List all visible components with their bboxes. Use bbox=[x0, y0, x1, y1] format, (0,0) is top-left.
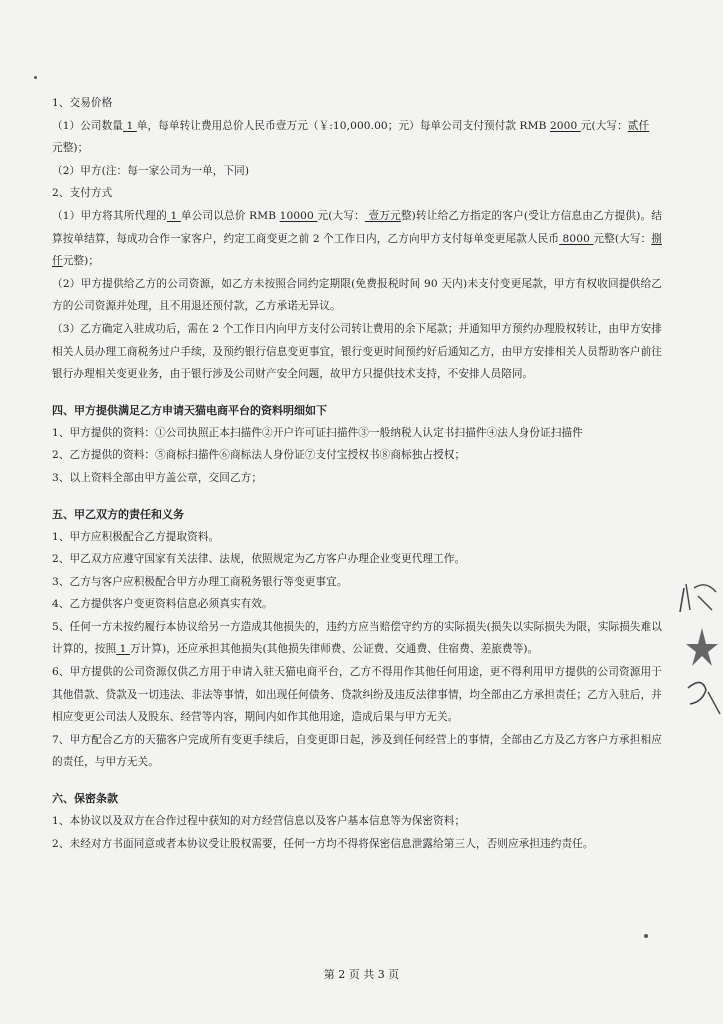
section-gap bbox=[52, 386, 662, 400]
paragraph: （2）甲方(注：每一家公司为一单，下同) bbox=[52, 164, 250, 177]
text-run: 元(大写： bbox=[580, 119, 628, 132]
scan-speck bbox=[644, 934, 648, 938]
paragraph bbox=[52, 616, 662, 661]
paragraph bbox=[52, 205, 662, 273]
paragraph: 4、乙方提供客户变更资料信息必须真实有效。 bbox=[52, 598, 273, 611]
page-number: 第 2 页 共 3 页 bbox=[323, 968, 400, 981]
paragraph: 2、未经对方书面同意或者本协议受让股权需要，任何一方均不得将保密信息泄露给第三人，否则应承担违约责任。 bbox=[52, 837, 594, 850]
paragraph: 6、甲方提供的公司资源仅供乙方用于申请入驻天猫电商平台，乙方不得用作其他任何用途，更不得利用甲方提供的公司资源用于其他借款、贷款及一切违法、非法等事情，如出现任何债务、贷款纠纷及违反法律事情，均全部由乙方承担责任；乙方入驻后，并相应变更公司法人及股东、经营等内容，期间内如作其他用途，造成后果与甲方无关。 bbox=[52, 666, 662, 724]
text-run: （1）公司数量 bbox=[52, 119, 124, 132]
filled-blank: 1 bbox=[123, 119, 137, 132]
text-run: 单公司以总价 RMB bbox=[180, 209, 280, 222]
paragraph: 1、本协议以及双方在合作过程中获知的对方经营信息以及客户基本信息等为保密资料； bbox=[52, 815, 466, 828]
section-gap bbox=[52, 490, 662, 504]
paragraph: 7、甲方配合乙方的天猫客户完成所有变更手续后，自变更即日起，涉及到任何经营上的事情，全部由乙方及乙方客户方承担相应的责任，与甲方无关。 bbox=[52, 733, 662, 769]
paragraph: 元整)； bbox=[52, 142, 89, 155]
paragraph: 2、支付方式 bbox=[52, 187, 113, 200]
scan-speck bbox=[34, 76, 37, 79]
text-run: 5、任何一方未按约履行本协议给另一方造成其他损失的，违约方应当赔偿守约方的实际损失(损失以实际损失为限，实际损失难以计算的，按照 bbox=[52, 620, 662, 656]
paragraph: 1、甲方应积极配合乙方提取资料。 bbox=[52, 530, 220, 543]
filled-blank: 壹万元 bbox=[364, 209, 401, 222]
paragraph: 2、乙方提供的资料：⑤商标扫描件⑥商标法人身份证⑦支付宝授权书⑧商标独占授权； bbox=[52, 449, 466, 462]
paragraph: （2）甲方提供给乙方的公司资源，如乙方未按照合同约定期限(免费报税时间 90 天内)未支付变更尾款，甲方有权收回提供给乙方的公司资源并处理，且不用退还预付款，乙方承诺无异议。 bbox=[52, 277, 662, 313]
text-run: （1）甲方将其所代理的 bbox=[52, 209, 167, 222]
text-run: 万计算)，还应承担其他损失(其他损失律师费、公证费、交通费、住宿费、差旅费等)。 bbox=[129, 643, 539, 656]
paragraph: （3）乙方确定入驻成功后，需在 2 个工作日内向甲方支付公司转让费用的余下尾款；并通知甲方预约办理股权转让，由甲方安排相关人员办理工商税务过户手续，及预约银行信息变更事宜，银行变更时间预约好后通知乙方，由甲方安排相关人员帮助客户前往银行办理相关变更业务，由于银行涉及公司财产安全问题，故甲方只提供技术支持，不安排人员陪同。 bbox=[52, 322, 662, 381]
document-body bbox=[52, 92, 662, 855]
paragraph: 3、以上资料全部由甲方盖公章，交回乙方； bbox=[52, 471, 263, 484]
section-gap bbox=[52, 774, 662, 788]
text-run: 整)转让给乙方指定的客户(受让方信息由乙方提供)。结算按单结算，每成功合作一家客户，约定工商变更之前 2 个工作日内，乙方向甲方支付每单变更尾款人民币 bbox=[52, 209, 663, 245]
filled-blank: 8000 bbox=[559, 232, 594, 245]
filled-blank: 10000 bbox=[279, 209, 318, 222]
filled-blank: 贰仟 bbox=[627, 119, 650, 132]
text-run: 元整(大写： bbox=[593, 232, 652, 245]
section-heading: 四、甲方提供满足乙方申请天猫电商平台的资料明细如下 bbox=[52, 403, 327, 417]
text-run: 元(大写： bbox=[317, 209, 365, 222]
text-run: 元整)； bbox=[62, 255, 100, 268]
paragraph: 1、甲方提供的资料：①公司执照正本扫描件②开户许可证扫描件③一般纳税人认定书扫描件④法人身份证扫描件 bbox=[52, 426, 583, 439]
handwritten-signature-mark bbox=[672, 570, 722, 730]
filled-blank: 1 bbox=[116, 643, 130, 656]
filled-blank: 1 bbox=[166, 209, 181, 222]
filled-blank: 2000 bbox=[549, 119, 581, 132]
text-run: 单，每单转让费用总价人民币壹万元（￥:10,000.00；元）每单公司支付预付款 RMB bbox=[136, 119, 550, 132]
paragraph: 3、乙方与客户应积极配合甲方办理工商税务银行等变更事宜。 bbox=[52, 575, 348, 588]
section-heading: 六、保密条款 bbox=[52, 792, 118, 806]
paragraph bbox=[52, 115, 662, 138]
section-heading: 五、甲乙双方的责任和义务 bbox=[52, 507, 184, 521]
filled-blank: 捌仟 bbox=[52, 232, 662, 268]
paragraph: 1、交易价格 bbox=[52, 97, 113, 109]
paragraph: 2、甲乙双方应遵守国家有关法律、法规，依照规定为乙方客户办理企业变更代理工作。 bbox=[52, 553, 466, 566]
